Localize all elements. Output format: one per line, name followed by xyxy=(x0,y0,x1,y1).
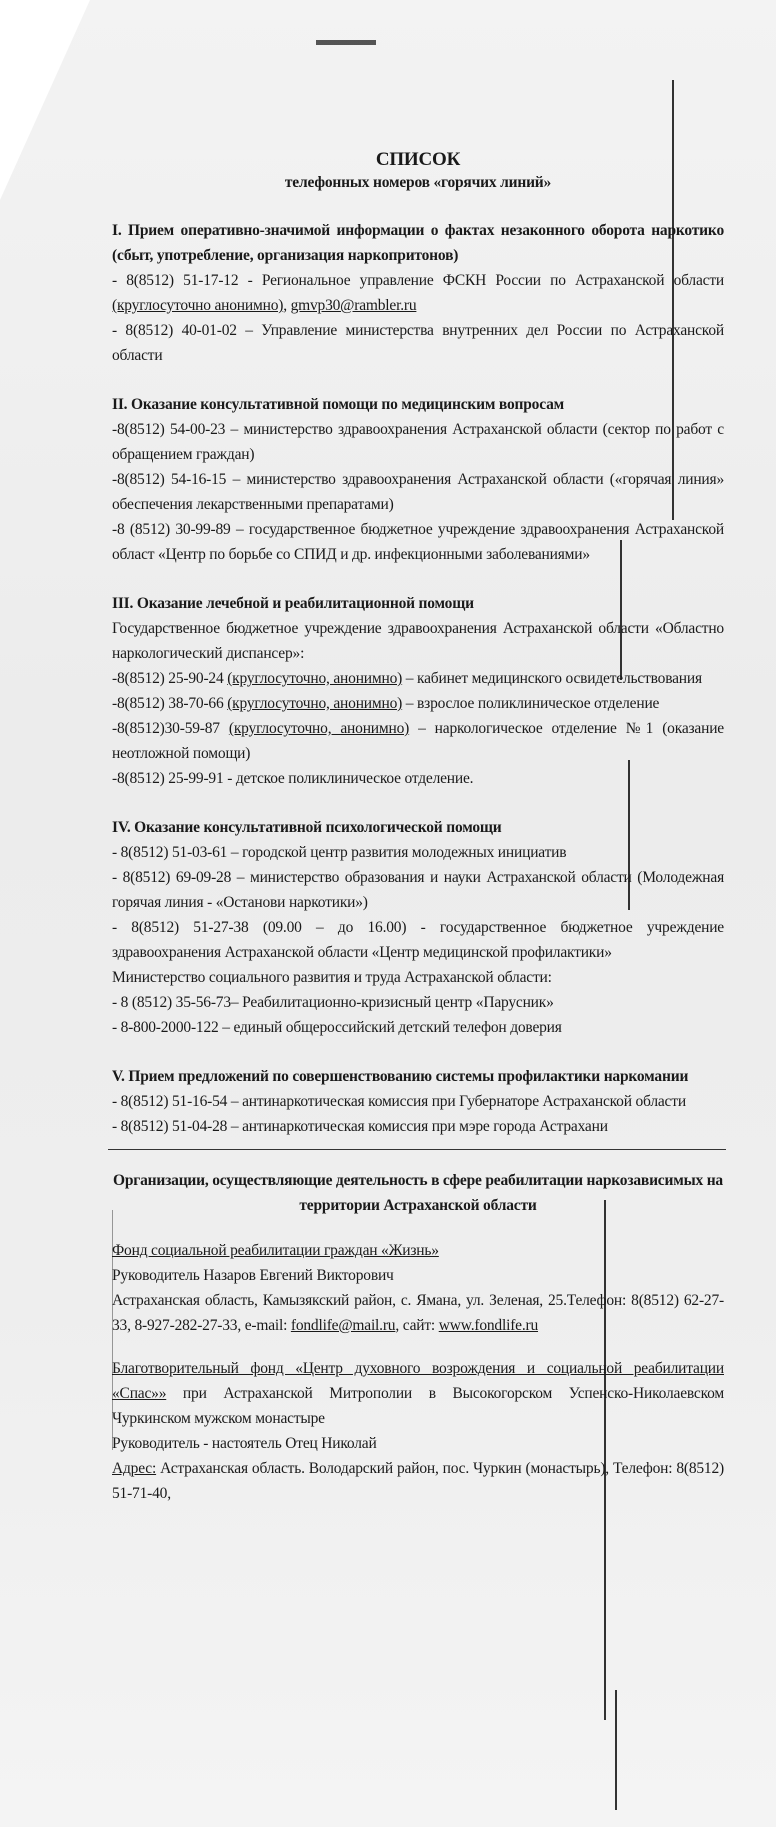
contact-line: - 8(8512) 51-03-61 – городской центр развития молодежных инициатив xyxy=(112,844,567,861)
scan-streak xyxy=(615,1690,617,1810)
email-link[interactable]: gmvp30@rambler.ru xyxy=(290,297,417,314)
section-heading: II. Оказание консультативной помощи по медицинским вопросам xyxy=(112,396,565,413)
org-address: Адрес: Астраханская область. Володарский район, пос. Чуркин (монастырь), Телефон: 8(8512) 51-71-40, xyxy=(112,1460,724,1502)
contact-line: -8(8512) 25-90-24 (круглосуточно, анонимно) – кабинет медицинского освидетельствования xyxy=(112,670,702,687)
contact-line: - 8(8512) 51-27-38 (09.00 – до 16.00) - государственное бюджетное учреждение здравоохранения Астраханской области «Центр медицинской профилактики» xyxy=(112,919,724,961)
org-name: Благотворительный фонд «Центр духовного возрождения и социальной реабилитации «Спас»» при Астраханской Митрополии в Высокогорском Успенско-Николаевском Чуркинском мужском монастыре xyxy=(112,1360,724,1427)
section-heading: I. Прием оперативно-значимой информации о фактах незаконного оборота наркотико (сбыт, употребление, организация наркопритонов) xyxy=(112,222,724,264)
page-subtitle: телефонных номеров «горячих линий» xyxy=(284,174,552,191)
organization-2 xyxy=(112,1356,724,1506)
contact-line: -8(8512) 38-70-66 (круглосуточно, анонимно) – взрослое поликлиническое отделение xyxy=(112,695,660,712)
org-head: Руководитель Назаров Евгений Викторович xyxy=(112,1267,394,1284)
contact-line: - 8(8512) 69-09-28 – министерство образования и науки Астраханской области (Молодежная горячая линия - «Останови наркотики») xyxy=(112,869,724,911)
divider xyxy=(108,1149,726,1150)
contact-line: -8(8512) 25-99-91 - детское поликлиническое отделение. xyxy=(112,770,474,787)
section-4 xyxy=(112,815,724,1040)
section-2 xyxy=(112,392,724,567)
section-heading: III. Оказание лечебной и реабилитационной помощи xyxy=(112,595,474,612)
contact-line: -8(8512)30-59-87 (круглосуточно, анонимно) – наркологическое отделение №1 (оказание неотложной помощи) xyxy=(112,720,724,762)
scan-mark xyxy=(316,40,376,45)
contact-line: -8(8512) 54-16-15 – министерство здравоохранения Астраханской области («горячая линия» обеспечения лекарственными препаратами) xyxy=(112,471,724,513)
section-heading: V. Прием предложений по совершенствованию системы профилактики наркомании xyxy=(112,1068,689,1085)
contact-line: - 8 (8512) 35-56-73– Реабилитационно-кризисный центр «Парусник» xyxy=(112,994,554,1011)
section-3 xyxy=(112,591,724,791)
org-address: Астраханская область, Камызякский район, с. Ямана, ул. Зеленая, 25.Телефон: 8(8512) 62-27-33, 8-927-282-27-33, e-mail: fondlife@mail.ru, сайт: www.fondlife.ru xyxy=(112,1292,724,1334)
organization-1 xyxy=(112,1238,724,1338)
email-link[interactable]: fondlife@mail.ru xyxy=(290,1317,396,1334)
contact-line: - 8(8512) 51-17-12 - Региональное управление ФСКН России по Астраханской области (круглосуточно анонимно), gmvp30@rambler.ru xyxy=(112,272,724,314)
org-name: Фонд социальной реабилитации граждан «Жизнь» xyxy=(112,1242,439,1259)
section-1 xyxy=(112,218,724,368)
organizations-title: Организации, осуществляющие деятельность в сфере реабилитации наркозависимых на территории Астраханской области xyxy=(113,1172,723,1214)
document-body xyxy=(112,148,724,1524)
page-title: СПИСОК xyxy=(375,149,461,170)
contact-line: - 8(8512) 51-04-28 – антинаркотическая комиссия при мэре города Астрахани xyxy=(112,1118,608,1135)
contact-line: Министерство социального развития и труда Астраханской области: xyxy=(112,969,552,986)
contact-line: -8 (8512) 30-99-89 – государственное бюджетное учреждение здравоохранения Астраханской област «Центр по борьбе со СПИД и др. инфекционными заболеваниями» xyxy=(112,521,724,563)
contact-line: -8(8512) 54-00-23 – министерство здравоохранения Астраханской области (сектор по работ с обращением граждан) xyxy=(112,421,724,463)
website-link[interactable]: www.fondlife.ru xyxy=(438,1317,539,1334)
contact-line: - 8(8512) 51-16-54 – антинаркотическая комиссия при Губернаторе Астраханской области xyxy=(112,1093,686,1110)
contact-line: - 8(8512) 40-01-02 – Управление министерства внутренних дел России по Астраханской области xyxy=(112,322,724,364)
section-heading: IV. Оказание консультативной психологической помощи xyxy=(112,819,502,836)
contact-line: - 8-800-2000-122 – единый общероссийский детский телефон доверия xyxy=(112,1019,562,1036)
org-head: Руководитель - настоятель Отец Николай xyxy=(112,1435,377,1452)
section-5 xyxy=(112,1064,724,1139)
contact-line: Государственное бюджетное учреждение здравоохранения Астраханской области «Областно наркологический диспансер»: xyxy=(112,620,724,662)
folded-corner xyxy=(0,0,90,200)
